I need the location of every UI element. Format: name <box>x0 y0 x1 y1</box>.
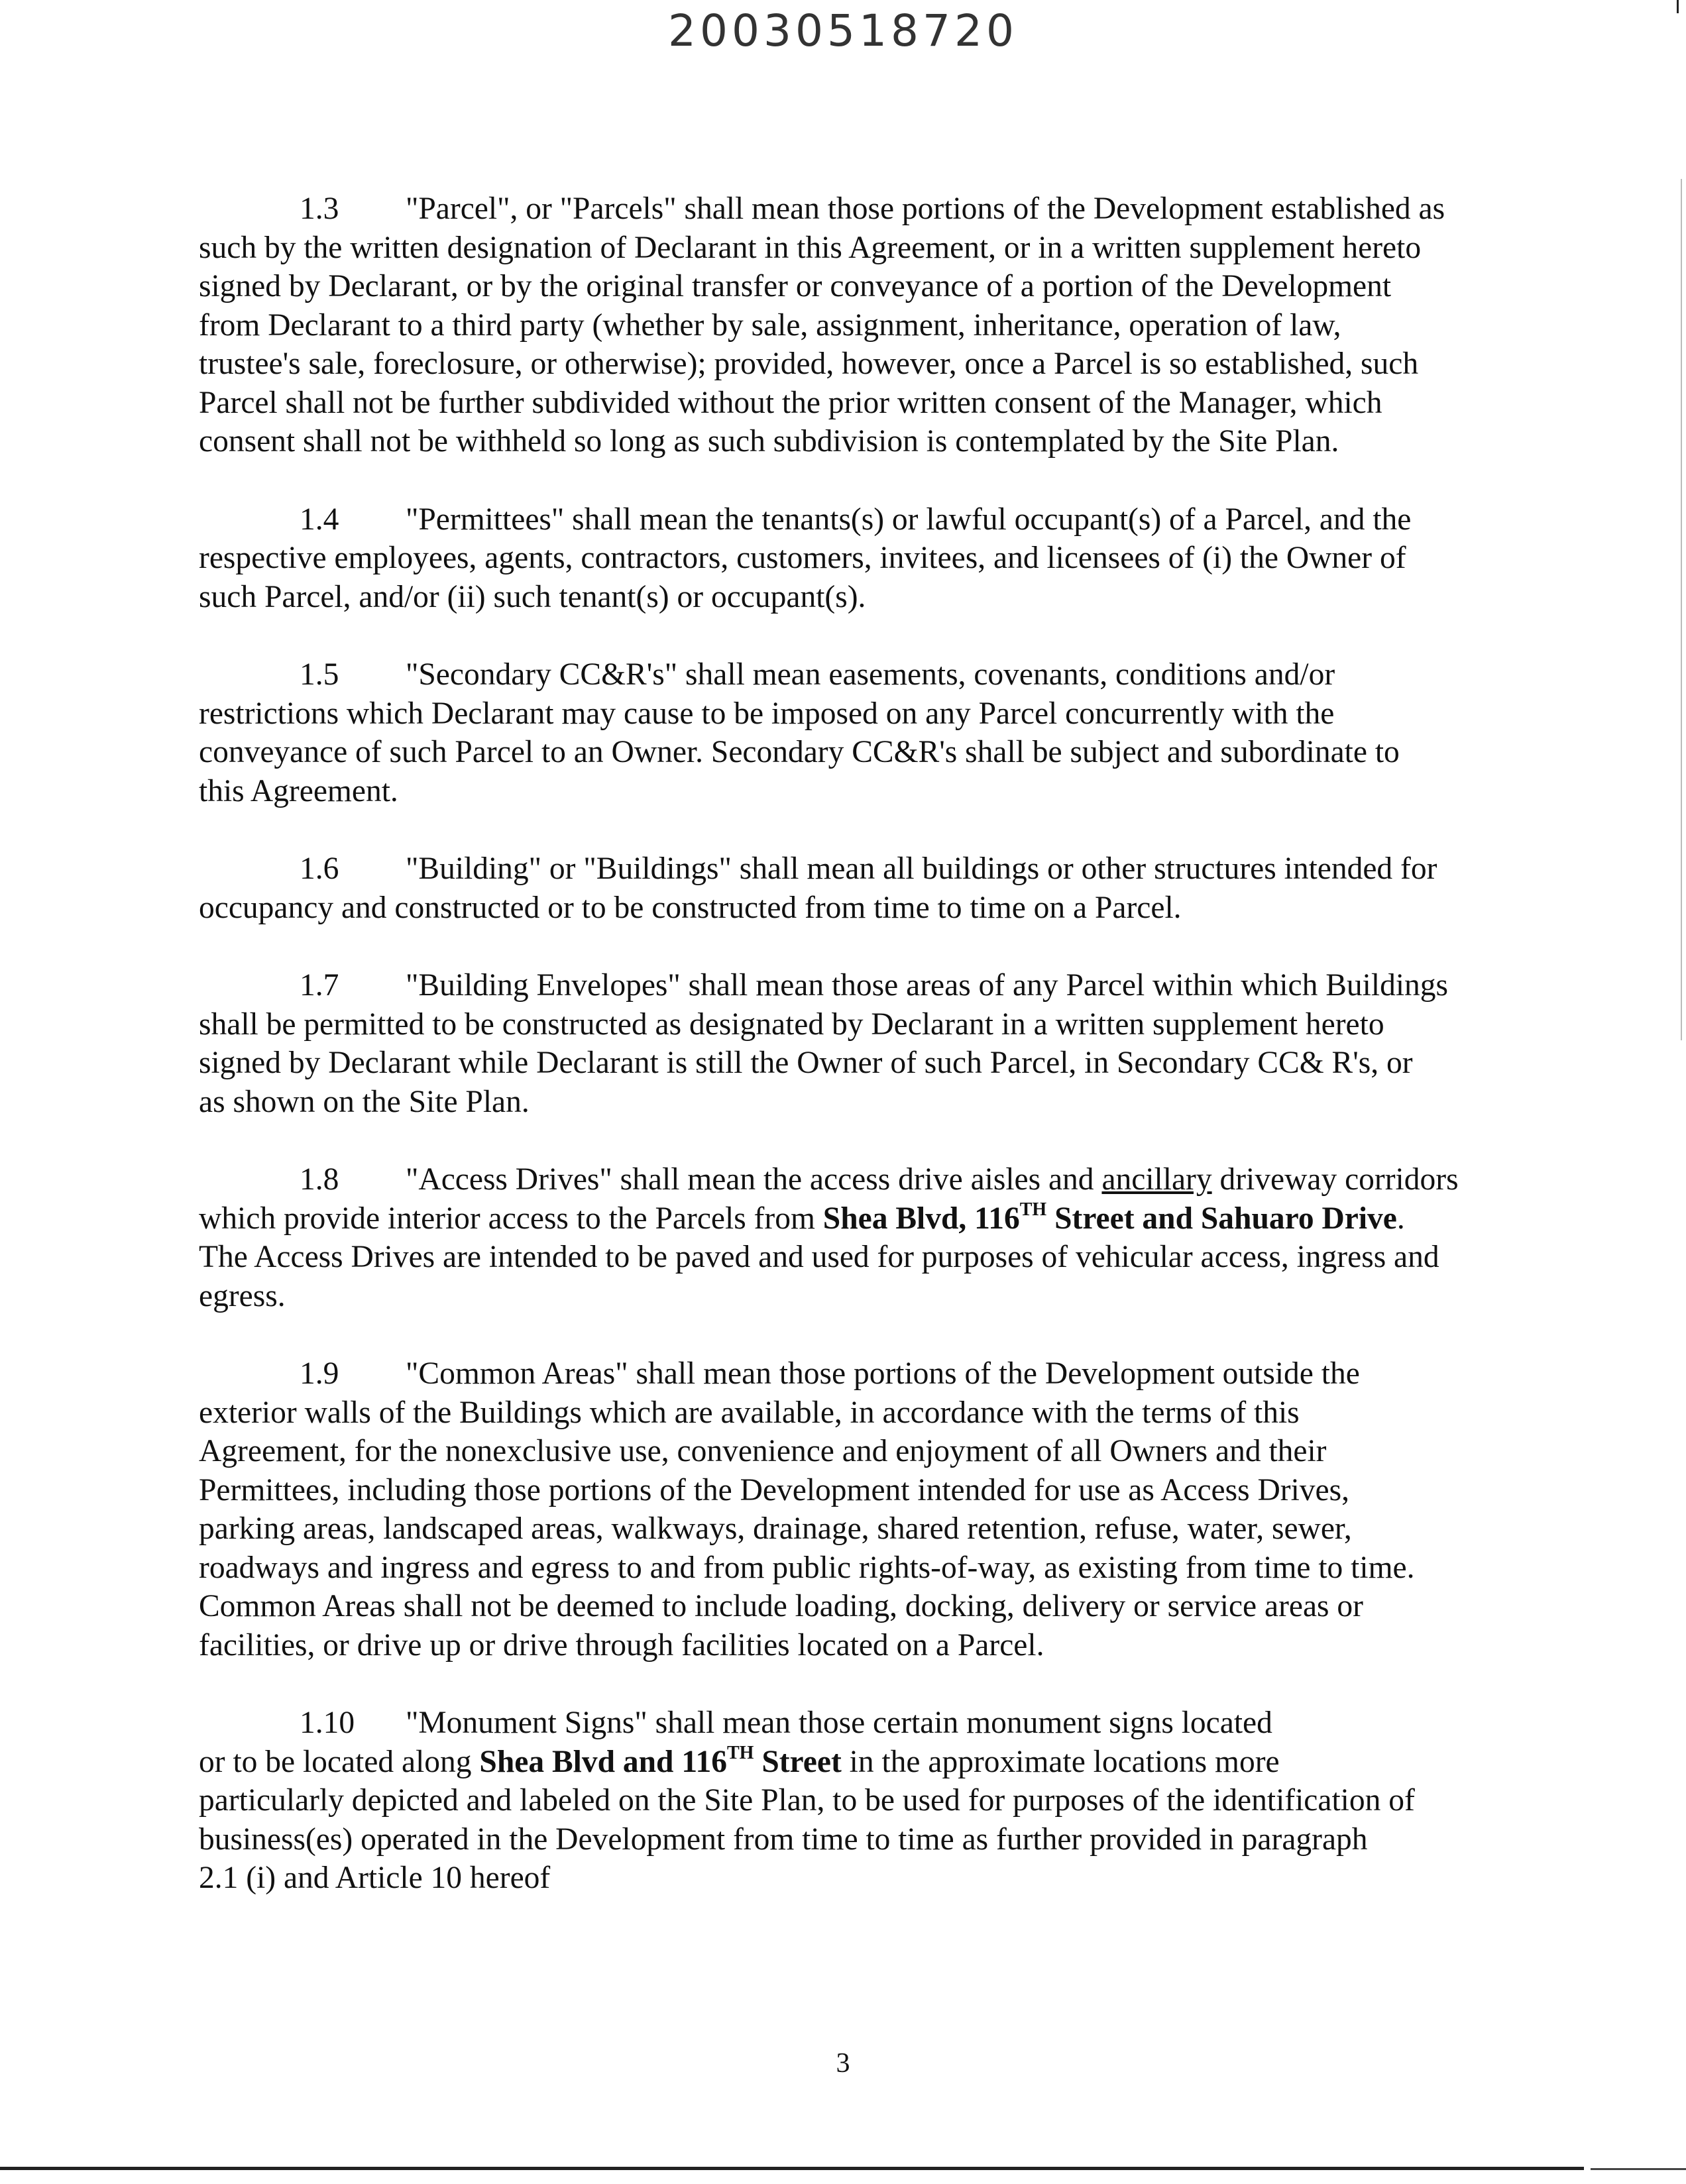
paragraph-number: 1.10 <box>300 1706 355 1740</box>
paragraph-line: "Building" or "Buildings" shall mean all buildings or other structures intended for <box>406 851 1437 886</box>
paragraph-line: trustee's sale, foreclosure, or otherwise); provided, however, once a Parcel is so established, such <box>199 347 1419 381</box>
paragraph-text: driveway corridors <box>1211 1162 1459 1197</box>
paragraph-line: Agreement, for the nonexclusive use, convenience and enjoyment of all Owners and their <box>199 1434 1327 1468</box>
ordinal-suffix: TH <box>726 1742 754 1763</box>
paragraph-line: respective employees, agents, contractors, customers, invitees, and licensees of (i) the Owner of <box>199 541 1406 575</box>
paragraph-text: "Access Drives" shall mean the access drive aisles and <box>406 1162 1102 1197</box>
paragraph-line: Common Areas shall not be deemed to include loading, docking, delivery or service areas or <box>199 1589 1363 1623</box>
scan-edge-mark <box>1677 0 1679 13</box>
paragraph-number: 1.3 <box>300 191 339 226</box>
paragraph-number: 1.7 <box>300 968 339 1003</box>
bottom-scan-rule <box>1591 2168 1686 2170</box>
paragraph-line: signed by Declarant, or by the original transfer or conveyance of a portion of the Development <box>199 269 1392 303</box>
street-name-bold: Street <box>754 1744 842 1779</box>
paragraph-line: this Agreement. <box>199 773 398 808</box>
page-number: 3 <box>836 2048 850 2079</box>
paragraph-number: 1.6 <box>300 851 339 886</box>
paragraph-line: Permittees, including those portions of the Development intended for use as Access Drives, <box>199 1472 1349 1507</box>
paragraph-text: . <box>1396 1201 1405 1236</box>
paragraph-line: conveyance of such Parcel to an Owner. Secondary CC&R's shall be subject and subordinate to <box>199 735 1400 769</box>
paragraph-1-8 <box>199 1160 1518 1315</box>
paragraph-line: Parcel shall not be further subdivided without the prior written consent of the Manager, which <box>199 385 1382 420</box>
scan-edge-mark <box>1681 179 1682 1040</box>
paragraph-line: as shown on the Site Plan. <box>199 1084 530 1119</box>
paragraph-line: occupancy and constructed or to be constructed from time to time on a Parcel. <box>199 890 1182 925</box>
paragraph-line: "Monument Signs" shall mean those certain monument signs located <box>406 1706 1272 1740</box>
paragraph-number: 1.9 <box>300 1356 339 1391</box>
paragraph-number: 1.4 <box>300 502 339 537</box>
paragraph-line: from Declarant to a third party (whether by sale, assignment, inheritance, operation of law, <box>199 307 1341 343</box>
paragraph-1-9 <box>199 1354 1518 1665</box>
ordinal-suffix: TH <box>1019 1199 1047 1220</box>
paragraph-number: 1.8 <box>300 1162 339 1197</box>
paragraph-line: signed by Declarant while Declarant is still the Owner of such Parcel, in Secondary CC& R's, or <box>199 1046 1413 1080</box>
underlined-term: ancillary <box>1101 1162 1212 1197</box>
paragraph-1-10 <box>199 1704 1518 1898</box>
paragraph-line: shall be permitted to be constructed as designated by Declarant in a written supplement hereto <box>199 1007 1384 1042</box>
paragraph-line: exterior walls of the Buildings which are available, in accordance with the terms of this <box>199 1395 1300 1430</box>
paragraph-line: "Common Areas" shall mean those portions of the Development outside the <box>406 1356 1360 1391</box>
paragraph-line: facilities, or drive up or drive through facilities located on a Parcel. <box>199 1627 1044 1663</box>
paragraph-1-5 <box>199 655 1518 810</box>
street-name-bold: Shea Blvd and 116 <box>479 1744 727 1779</box>
street-name-bold: Street and Sahuaro Drive <box>1046 1201 1397 1236</box>
paragraph-1-4 <box>199 500 1518 617</box>
paragraph-line: egress. <box>199 1278 286 1313</box>
paragraph-text: in the approximate locations more <box>841 1744 1280 1779</box>
paragraph-line: The Access Drives are intended to be paved and used for purposes of vehicular access, ingress and <box>199 1240 1439 1274</box>
paragraph-line: "Secondary CC&R's" shall mean easements, covenants, conditions and/or <box>406 657 1335 692</box>
paragraph-line: such by the written designation of Declarant in this Agreement, or in a written supplement hereto <box>199 230 1422 265</box>
paragraph-line: such Parcel, and/or (ii) such tenant(s) or occupant(s). <box>199 579 866 614</box>
paragraph-line: business(es) operated in the Development from time to time as further provided in paragraph <box>199 1822 1368 1857</box>
document-body <box>199 190 1518 1937</box>
paragraph-line: "Building Envelopes" shall mean those areas of any Parcel within which Buildings <box>406 968 1448 1003</box>
street-name-bold: Shea Blvd, 116 <box>822 1201 1020 1236</box>
document-number: 20030518720 <box>668 5 1018 56</box>
paragraph-number: 1.5 <box>300 657 339 692</box>
paragraph-line: "Permittees" shall mean the tenants(s) or lawful occupant(s) of a Parcel, and the <box>406 502 1412 537</box>
bottom-scan-rule <box>0 2167 1584 2170</box>
paragraph-line: particularly depicted and labeled on the Site Plan, to be used for purposes of the identification of <box>199 1783 1415 1818</box>
paragraph-line: 2.1 (i) and Article 10 hereof <box>199 1861 551 1895</box>
paragraph-line: parking areas, landscaped areas, walkways, drainage, shared retention, refuse, water, sewer, <box>199 1511 1352 1546</box>
paragraph-line: "Parcel", or "Parcels" shall mean those portions of the Development established as <box>406 191 1445 226</box>
paragraph-text: which provide interior access to the Parcels from <box>199 1201 823 1236</box>
paragraph-1-7 <box>199 966 1518 1121</box>
paragraph-line: roadways and ingress and egress to and from public rights-of-way, as existing from time to time. <box>199 1550 1415 1585</box>
paragraph-line: consent shall not be withheld so long as such subdivision is contemplated by the Site Plan. <box>199 424 1339 459</box>
paragraph-line: restrictions which Declarant may cause to be imposed on any Parcel concurrently with the <box>199 696 1335 731</box>
paragraph-1-3 <box>199 190 1518 461</box>
paragraph-1-6 <box>199 849 1518 927</box>
paragraph-text: or to be located along <box>199 1744 480 1779</box>
